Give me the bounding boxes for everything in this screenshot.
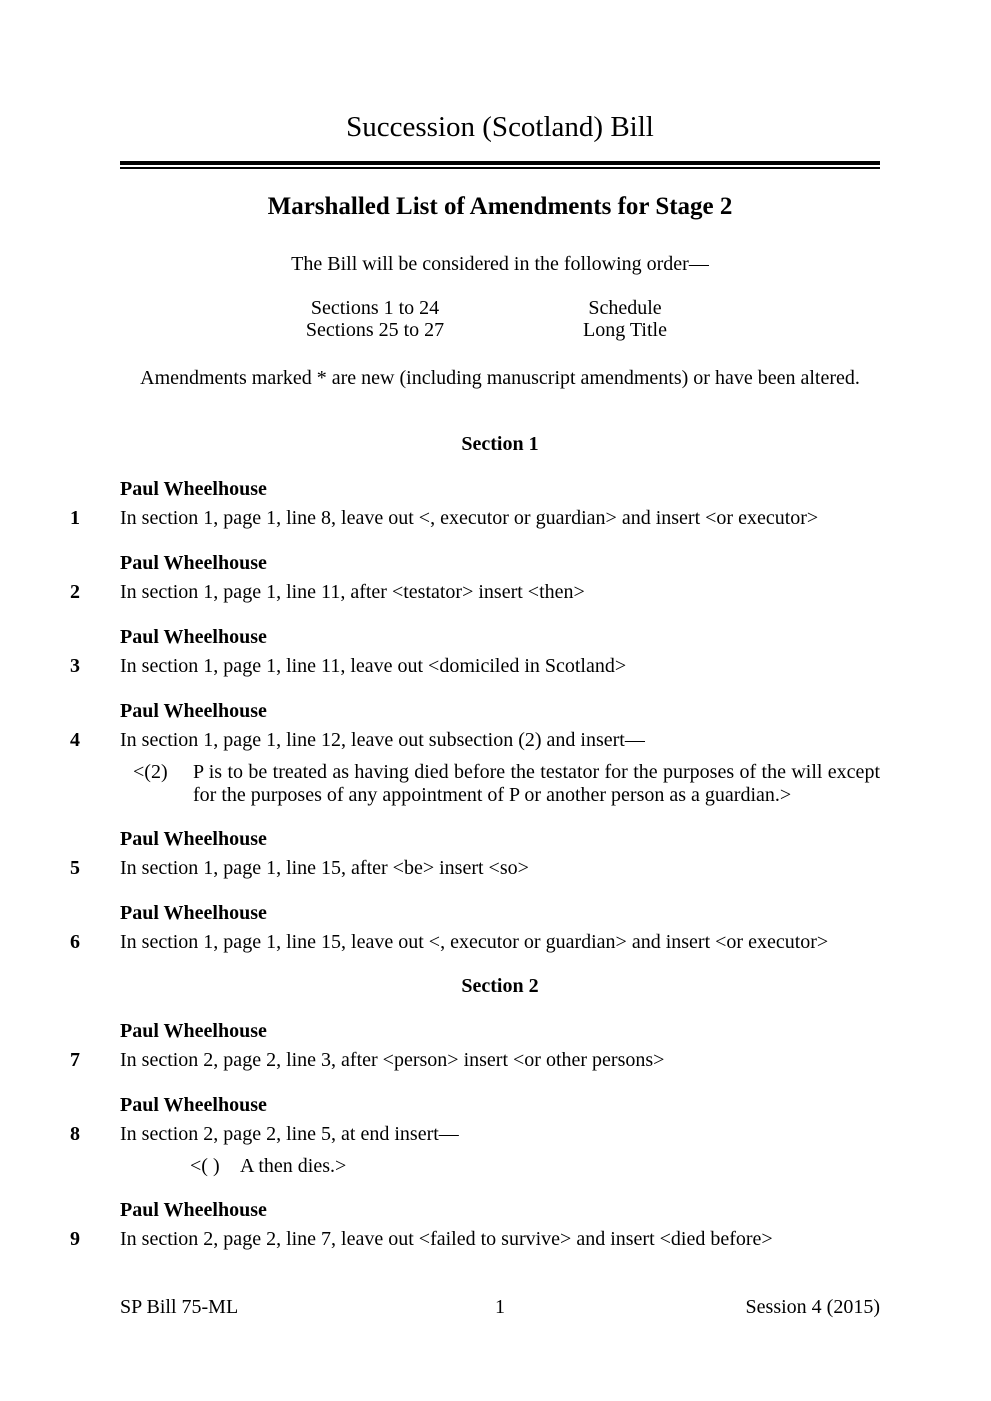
- amendment-number: 4: [70, 729, 80, 751]
- subparagraph-text: P is to be treated as having died before the testator for the purposes of the will except for the purposes of any appointment of P or another person as a guardian.>: [193, 761, 880, 806]
- order-item-sections-25-27: Sections 25 to 27: [305, 319, 445, 341]
- amendment-row: [70, 654, 880, 679]
- amendment-1: [70, 477, 880, 531]
- title-rule: [120, 161, 880, 169]
- amendment-text: In section 1, page 1, line 12, leave out subsection (2) and insert—: [120, 729, 645, 751]
- amendment-text: In section 2, page 2, line 7, leave out <failed to survive> and insert <died before>: [120, 1228, 773, 1250]
- amendment-6: [70, 901, 880, 955]
- amendment-2: [70, 551, 880, 605]
- amendment-number: 7: [70, 1049, 80, 1071]
- amendment-9: [70, 1198, 880, 1252]
- order-column-right: [500, 297, 750, 341]
- consideration-order-intro: The Bill will be considered in the following order—: [291, 253, 709, 275]
- amendment-3: [70, 625, 880, 679]
- amendment-row: [70, 728, 880, 753]
- amendment-number: 5: [70, 857, 80, 879]
- footer-bill-reference: SP Bill 75-ML: [120, 1296, 239, 1318]
- amendment-text: In section 1, page 1, line 15, after <be> insert <so>: [120, 857, 529, 879]
- amendment-text: In section 2, page 2, line 3, after <person> insert <or other persons>: [120, 1049, 665, 1071]
- amendment-row: [70, 856, 880, 881]
- amendment-subparagraph: [133, 761, 880, 807]
- amendment-4: [70, 699, 880, 807]
- amendment-row: [70, 506, 880, 531]
- order-item-long-title: Long Title: [583, 319, 667, 341]
- section-heading-1: Section 1: [461, 433, 539, 455]
- proposer-name: Paul Wheelhouse: [120, 1094, 267, 1116]
- bill-title: Succession (Scotland) Bill: [346, 111, 654, 143]
- amendment-number: 6: [70, 931, 80, 953]
- subparagraph-label: <( ): [190, 1155, 220, 1177]
- amendment-text: In section 1, page 1, line 8, leave out <, executor or guardian> and insert <or executor>: [120, 507, 819, 529]
- proposer-name: Paul Wheelhouse: [120, 626, 267, 648]
- amendment-7: [70, 1019, 880, 1073]
- proposer-name: Paul Wheelhouse: [120, 828, 267, 850]
- amendment-text: In section 2, page 2, line 5, at end insert—: [120, 1123, 459, 1145]
- order-item-schedule: Schedule: [588, 297, 662, 319]
- subparagraph-label: <(2): [133, 761, 168, 783]
- subparagraph-text: A then dies.>: [240, 1155, 347, 1177]
- order-item-sections-1-24: Sections 1 to 24: [310, 297, 440, 319]
- proposer-name: Paul Wheelhouse: [120, 1199, 267, 1221]
- amendment-8: [70, 1093, 880, 1178]
- amendment-text: In section 1, page 1, line 15, leave out <, executor or guardian> and insert <or executor>: [120, 931, 829, 953]
- proposer-name: Paul Wheelhouse: [120, 902, 267, 924]
- proposer-name: Paul Wheelhouse: [120, 552, 267, 574]
- amendment-text: In section 1, page 1, line 11, after <testator> insert <then>: [120, 581, 585, 603]
- amendment-row: [70, 1122, 880, 1147]
- page-footer: [120, 1295, 880, 1320]
- consideration-order-table: [250, 297, 750, 341]
- footer-page-number: 1: [495, 1296, 505, 1318]
- section-heading-2: Section 2: [461, 975, 539, 997]
- amendments-note: Amendments marked * are new (including manuscript amendments) or have been altered.: [140, 367, 860, 389]
- order-column-left: [250, 297, 500, 341]
- proposer-name: Paul Wheelhouse: [120, 700, 267, 722]
- footer-session: Session 4 (2015): [745, 1296, 880, 1318]
- proposer-name: Paul Wheelhouse: [120, 1020, 267, 1042]
- amendment-number: 9: [70, 1228, 80, 1250]
- amendment-subparagraph: [190, 1155, 880, 1178]
- amendment-text: In section 1, page 1, line 11, leave out <domiciled in Scotland>: [120, 655, 627, 677]
- amendment-number: 3: [70, 655, 80, 677]
- amendment-row: [70, 1227, 880, 1252]
- amendment-number: 8: [70, 1123, 80, 1145]
- amendment-row: [70, 1048, 880, 1073]
- document-content: [70, 0, 880, 1252]
- amendment-number: 1: [70, 507, 80, 529]
- marshalled-list-heading: Marshalled List of Amendments for Stage 2: [267, 193, 733, 220]
- proposer-name: Paul Wheelhouse: [120, 478, 267, 500]
- amendment-row: [70, 580, 880, 605]
- amendment-row: [70, 930, 880, 955]
- amendment-5: [70, 827, 880, 881]
- amendment-number: 2: [70, 581, 80, 603]
